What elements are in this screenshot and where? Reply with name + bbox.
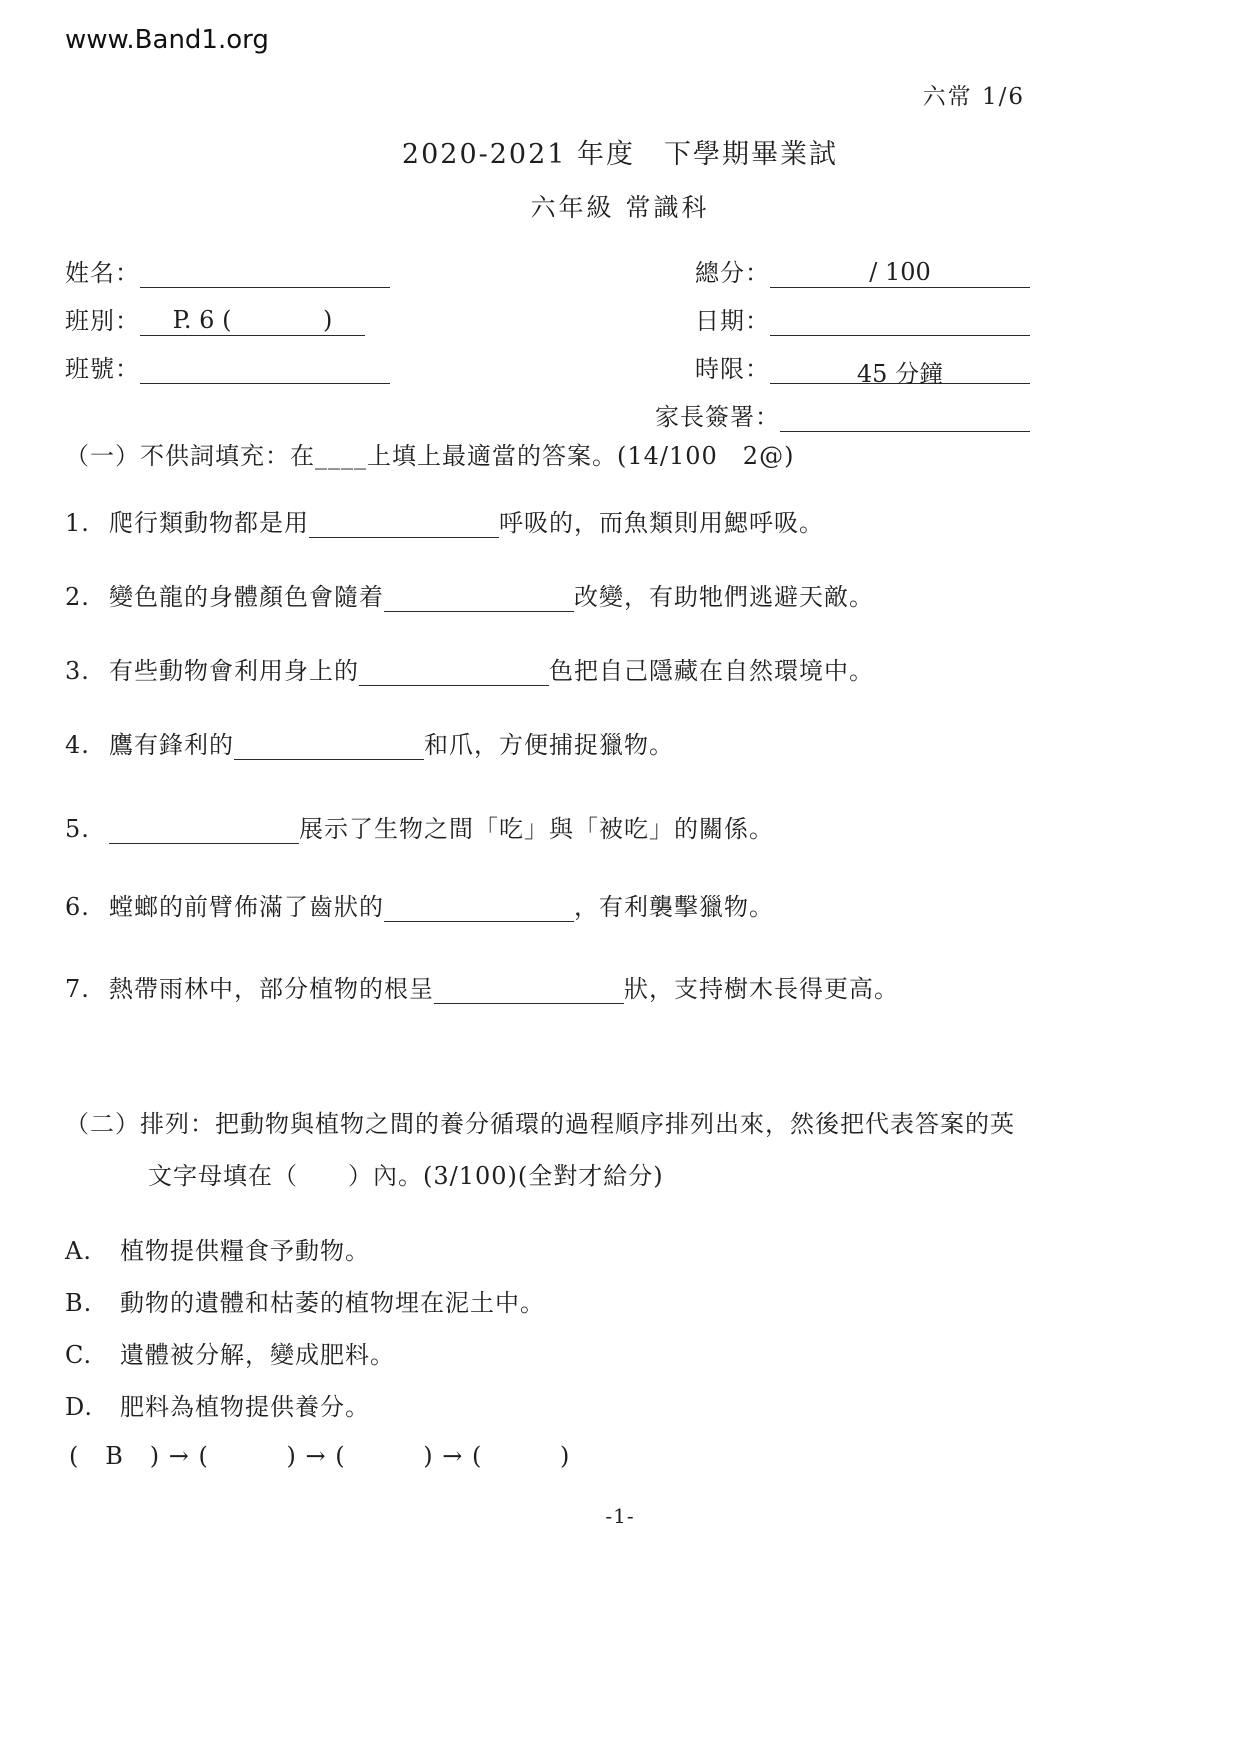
- date-label: 日期：: [695, 307, 770, 335]
- question-text-after: 展示了生物之間「吃」與「被吃」的關係。: [299, 815, 774, 843]
- question-4: [65, 730, 1175, 760]
- answer-blank: [359, 662, 549, 686]
- form-row-1: [65, 240, 1175, 288]
- question-text-before: 螳螂的前臂佈滿了齒狀的: [109, 893, 384, 921]
- name-field: [65, 253, 645, 288]
- option-letter: C.: [65, 1341, 93, 1369]
- option-text: 動物的遺體和枯萎的植物埋在泥土中。: [120, 1289, 545, 1317]
- answer-blank: [384, 898, 574, 922]
- class-number-label: 班號：: [65, 355, 140, 383]
- exam-subtitle: 六年級 常識科: [530, 193, 710, 222]
- question-text-before: 熱帶雨林中，部分植物的根呈: [109, 975, 434, 1003]
- class-blank: P. 6 ( ): [140, 306, 365, 336]
- option-c: [65, 1340, 1175, 1370]
- question-3: [65, 656, 1175, 686]
- parent-signature-field: [645, 397, 1030, 432]
- question-text: [109, 656, 1175, 686]
- class-number-field: [65, 349, 645, 384]
- question-number: 4.: [65, 731, 90, 759]
- form-row-4: [65, 384, 1175, 432]
- question-text-after: 和爪，方便捕捉獵物。: [424, 731, 674, 759]
- question-number: 3.: [65, 657, 90, 685]
- question-6: [65, 892, 1175, 922]
- question-number: 7.: [65, 975, 90, 1003]
- question-text: [109, 730, 1175, 760]
- date-field: [645, 301, 1030, 336]
- option-text: 肥料為植物提供養分。: [120, 1393, 370, 1421]
- option-letter: A.: [65, 1237, 92, 1265]
- parent-signature-blank: [780, 402, 1030, 432]
- option-d: [65, 1392, 1175, 1422]
- answer-blank: [434, 980, 624, 1004]
- student-info-form: [65, 240, 1175, 432]
- page-number-footer: -1-: [605, 1504, 635, 1528]
- answer-blank: [384, 588, 574, 612]
- time-limit-blank: 45 分鐘: [770, 354, 1030, 384]
- question-text: [109, 974, 1175, 1004]
- time-limit-label: 時限：: [695, 355, 770, 383]
- total-score-blank: / 100: [770, 258, 1030, 288]
- question-text-before: 有些動物會利用身上的: [109, 657, 359, 685]
- page-marker: 六常 1/6: [922, 84, 1025, 110]
- option-a: [65, 1236, 1175, 1266]
- question-1: [65, 508, 1175, 538]
- option-b: [65, 1288, 1175, 1318]
- question-2: [65, 582, 1175, 612]
- question-number: 5.: [65, 815, 90, 843]
- question-number: 6.: [65, 893, 90, 921]
- question-text-before: 變色龍的身體顏色會隨着: [109, 583, 384, 611]
- question-text-after: 色把自己隱藏在自然環境中。: [549, 657, 874, 685]
- answer-blank: [234, 736, 424, 760]
- question-text-after: 狀，支持樹木長得更高。: [624, 975, 899, 1003]
- form-row-3: [65, 336, 1175, 388]
- answer-blank: [309, 514, 499, 538]
- question-text-before: 鷹有鋒利的: [109, 731, 234, 759]
- total-score-label: 總分：: [695, 259, 770, 287]
- class-number-blank: [140, 354, 390, 384]
- class-label: 班別：: [65, 307, 140, 335]
- ordering-answer-line: ( B ) → ( ) → ( ) → ( ): [69, 1442, 571, 1470]
- option-letter: D.: [65, 1393, 94, 1421]
- form-row-2: [65, 288, 1175, 336]
- section2-header-line1: （二）排列：把動物與植物之間的養分循環的過程順序排列出來，然後把代表答案的英: [65, 1110, 1015, 1138]
- option-letter: B.: [65, 1289, 93, 1317]
- exam-title: 2020-2021 年度 下學期畢業試: [401, 139, 839, 170]
- total-score-field: [645, 253, 1030, 288]
- name-blank: [140, 258, 390, 288]
- question-text: [109, 892, 1175, 922]
- time-limit-field: [645, 349, 1030, 388]
- parent-signature-label: 家長簽署：: [655, 403, 780, 431]
- question-text-after: ，有利襲擊獵物。: [574, 893, 774, 921]
- date-blank: [770, 306, 1030, 336]
- watermark: www.Band1.org: [65, 25, 269, 55]
- section2-header-line2: 文字母填在（ ）內。(3/100)(全對才給分): [148, 1162, 664, 1190]
- option-text: 植物提供糧食予動物。: [120, 1237, 370, 1265]
- question-text-before: 爬行類動物都是用: [109, 509, 309, 537]
- section1-header: （一）不供詞填充：在____上填上最適當的答案。(14/100 2@): [65, 442, 795, 470]
- question-text: [109, 508, 1175, 538]
- question-text: [109, 582, 1175, 612]
- question-text: [109, 814, 1175, 844]
- option-text: 遺體被分解，變成肥料。: [120, 1341, 395, 1369]
- class-field: [65, 301, 645, 336]
- question-number: 1.: [65, 509, 90, 537]
- question-7: [65, 974, 1175, 1004]
- name-label: 姓名：: [65, 259, 140, 287]
- question-text-after: 呼吸的，而魚類則用鰓呼吸。: [499, 509, 824, 537]
- question-5: [65, 814, 1175, 844]
- question-text-after: 改變，有助牠們逃避天敵。: [574, 583, 874, 611]
- question-number: 2.: [65, 583, 90, 611]
- answer-blank: [109, 820, 299, 844]
